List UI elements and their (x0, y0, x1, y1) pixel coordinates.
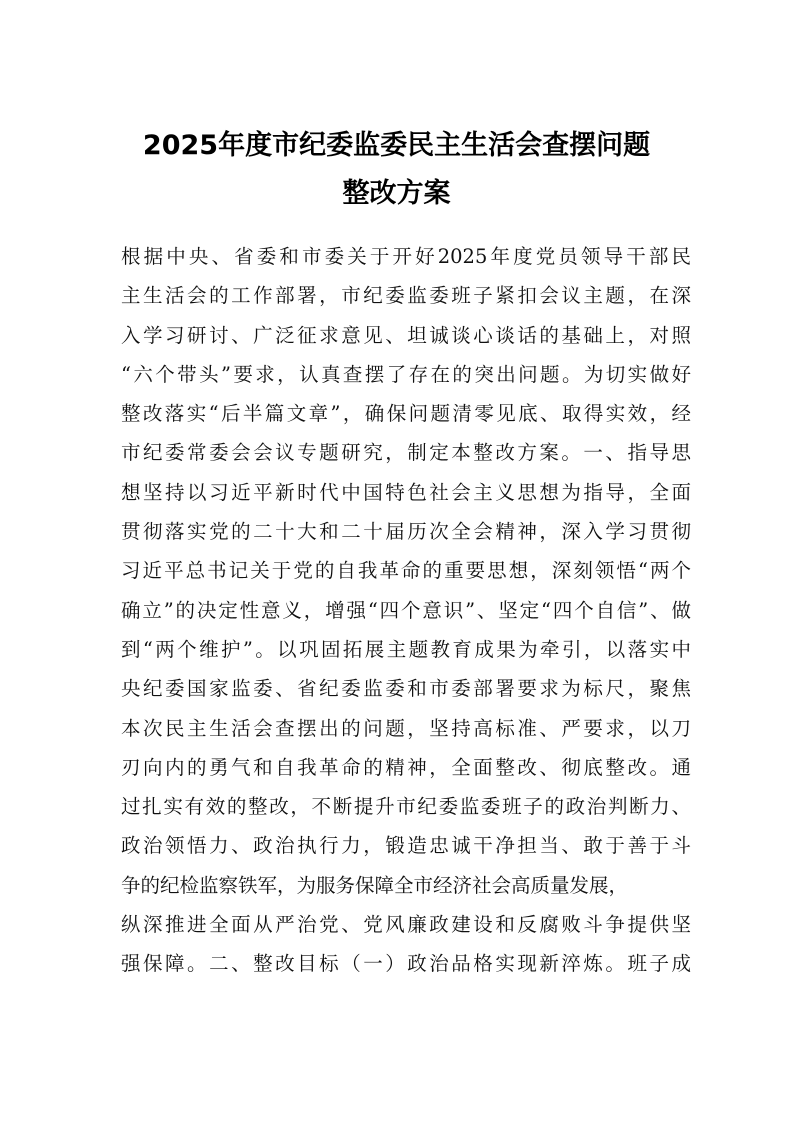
body-line: 市纪委常委会会议专题研究，制定本整改方案。一、指导思 (121, 441, 691, 465)
body-line: 政治领悟力、政治执行力，锻造忠诚干净担当、敢于善于斗 (121, 834, 691, 858)
body-line: 主生活会的工作部署，市纪委监委班子紧扣会议主题，在深 (121, 284, 691, 308)
document-title-line-2: 整改方案 (342, 178, 451, 209)
document-title-line-1: 2025年度市纪委监委民主生活会查摆问题 (142, 130, 651, 161)
body-line: 刃向内的勇气和自我革命的精神，全面整改、彻底整改。通 (121, 755, 691, 779)
body-line: 纵深推进全面从严治党、党风廉政建设和反腐败斗争提供坚 (121, 913, 691, 937)
body-line: 想坚持以习近平新时代中国特色社会主义思想为指导，全面 (121, 480, 691, 504)
body-line: 本次民主生活会查摆出的问题，坚持高标准、严要求，以刀 (121, 716, 691, 740)
body-line: 过扎实有效的整改，不断提升市纪委监委班子的政治判断力、 (121, 795, 691, 819)
body-line: 入学习研讨、广泛征求意见、坦诚谈心谈话的基础上，对照 (121, 323, 691, 347)
body-line: 整改落实“后半篇文章”，确保问题清零见底、取得实效，经 (121, 402, 691, 426)
body-line: 争的纪检监察铁军，为服务保障全市经济社会高质量发展， (121, 873, 629, 897)
document-body (121, 237, 691, 984)
body-line: 强保障。二、整改目标（一）政治品格实现新淬炼。班子成 (121, 952, 691, 976)
body-line: 习近平总书记关于党的自我革命的重要思想，深刻领悟“两个 (121, 559, 691, 583)
body-line: 贯彻落实党的二十大和二十届历次全会精神，深入学习贯彻 (121, 520, 691, 544)
body-line: 到“两个维护”。以巩固拓展主题教育成果为牵引，以落实中 (121, 637, 691, 661)
body-line: 央纪委国家监委、省纪委监委和市委部署要求为标尺，聚焦 (121, 677, 691, 701)
body-line: 确立”的决定性意义，增强“四个意识”、坚定“四个自信”、做 (121, 598, 691, 622)
body-line: “六个带头”要求，认真查摆了存在的突出问题。为切实做好 (121, 362, 691, 386)
body-line: 根据中央、省委和市委关于开好2025年度党员领导干部民 (121, 245, 691, 268)
